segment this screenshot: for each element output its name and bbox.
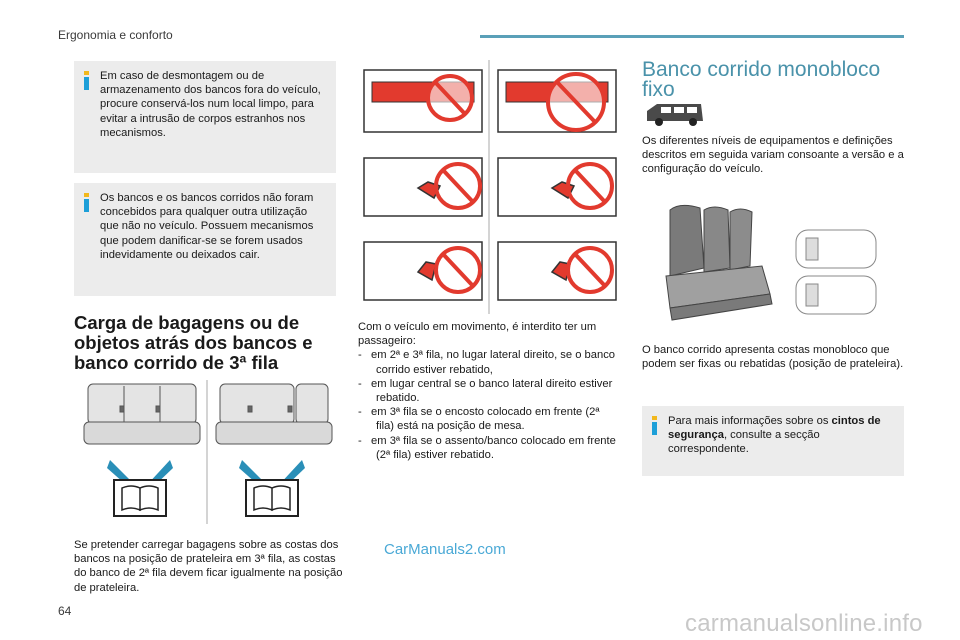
info-note-storage bbox=[74, 61, 336, 173]
page-number: 64 bbox=[58, 604, 72, 618]
info-icon bbox=[84, 71, 89, 88]
footer-watermark: carmanualsonline.info bbox=[685, 610, 923, 637]
luggage-seat-illustration bbox=[74, 378, 336, 524]
car-layout-icon bbox=[796, 230, 876, 314]
info-note-usage bbox=[74, 183, 336, 296]
watermark-link[interactable]: CarManuals2.com bbox=[384, 541, 506, 558]
luggage-heading: Carga de bagagens ou de objetos atrás dos bancos e banco corrido de 3ª fila bbox=[74, 312, 313, 373]
list-item: - em lugar central se o banco lateral direito estiver rebatido. bbox=[358, 377, 613, 405]
bench-seat-image bbox=[666, 205, 772, 320]
bench-seat-illustration bbox=[660, 200, 882, 332]
bench-heading: Banco corrido monobloco fixo bbox=[642, 58, 881, 101]
list-item: - em 3ª fila se o encosto colocado em frente (2ª fila) está na posição de mesa. bbox=[358, 406, 600, 433]
van-icon bbox=[645, 101, 705, 127]
bench-description-text: O banco corrido apresenta costas monobloco que podem ser fixas ou rebatidas (posição de prateleira). bbox=[642, 344, 904, 371]
note-text-before: Para mais informações sobre os bbox=[668, 415, 832, 427]
section-title: Ergonomia e conforto bbox=[58, 28, 173, 42]
moving-text bbox=[358, 320, 620, 462]
prohibited-seating-illustration bbox=[358, 58, 620, 314]
manual-book-icon bbox=[114, 480, 298, 516]
luggage-text: Se pretender carregar bagagens sobre as costas dos bancos na posição de prateleira em 3ª fila, as costas do banco de 2ª fila devem ficar igualmente na posição de prateleira. bbox=[74, 539, 343, 594]
note-text-after: , consulte a secção correspondente. bbox=[668, 429, 820, 456]
list-item: - em 2ª e 3ª fila, no lugar lateral direito, se o banco corrido estiver rebatido, bbox=[358, 349, 616, 376]
note-text: Os bancos e os bancos corridos não foram concebidos para qualquer outra utilização que não no veículo. Possuem mecanismos que podem danificar-se se forem usados indevidamente ou deixados cair. bbox=[100, 192, 314, 261]
bench-seat-left-image bbox=[84, 384, 200, 444]
info-icon bbox=[652, 416, 657, 433]
note-text: Em caso de desmontagem ou de armazenamento dos bancos fora do veículo, procure conservá-los num local limpo, para evitar a intrusão de corpos estranhos nos mecanismos. bbox=[100, 70, 321, 139]
bench-seat-right-image bbox=[216, 384, 332, 444]
list-item: - em 3ª fila se o assento/banco colocado em frente (2ª fila) estiver rebatido. bbox=[358, 434, 616, 461]
moving-intro: Com o veículo em movimento, é interdito ter um passageiro: bbox=[358, 321, 597, 348]
versions-text: Os diferentes níveis de equipamentos e definições descritos em seguida variam consoante a versão e a configuração do veículo. bbox=[642, 135, 904, 176]
info-icon bbox=[84, 193, 89, 210]
note-text-bold: cintos de segurança bbox=[668, 415, 881, 442]
header-accent-bar bbox=[480, 35, 904, 38]
info-note-seatbelts bbox=[642, 406, 904, 476]
